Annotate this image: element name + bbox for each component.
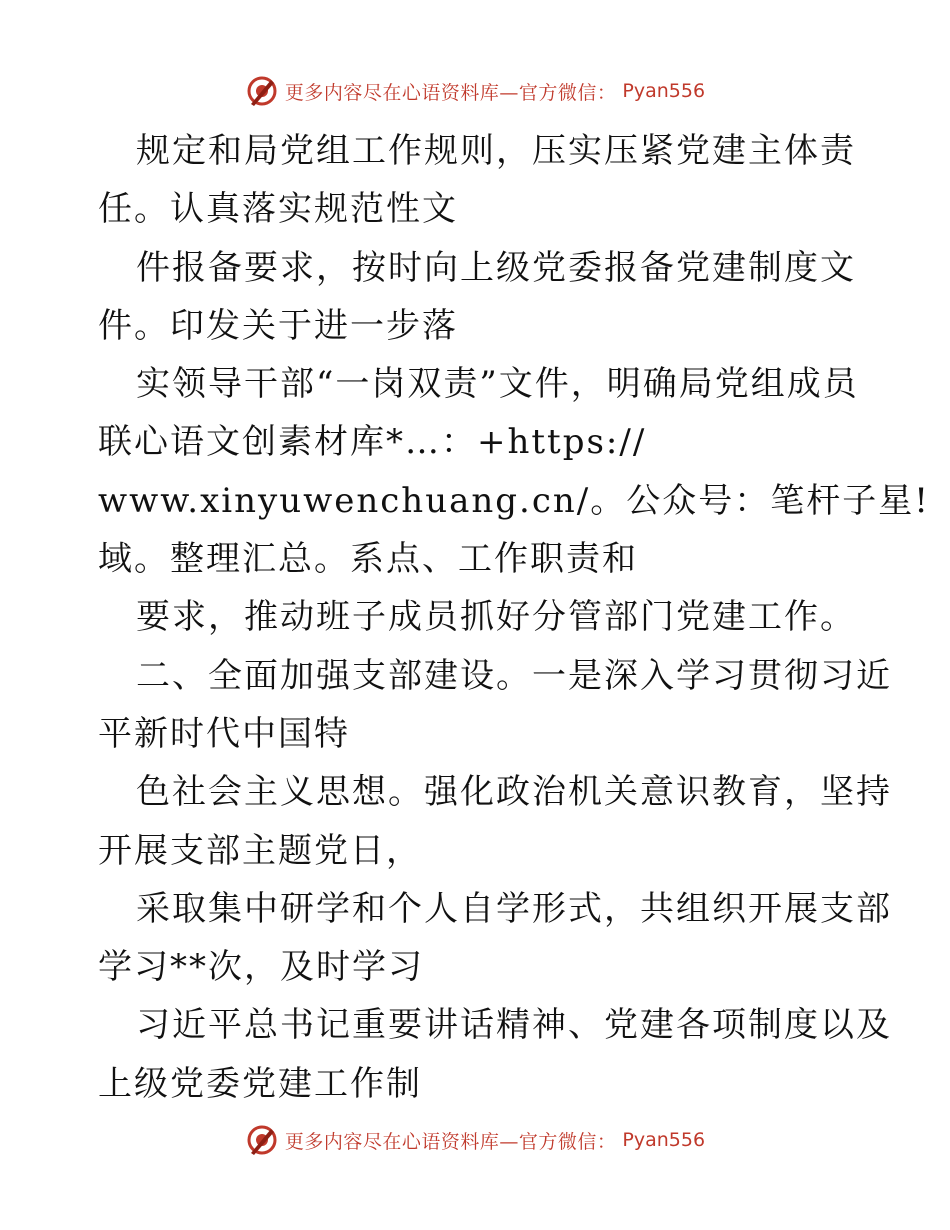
- banner-text: 更多内容尽在心语资料库—官方微信：: [284, 1130, 617, 1153]
- body-line: 平新时代中国特: [98, 713, 350, 754]
- header-banner: [0, 71, 950, 111]
- quill-logo-icon: [245, 1123, 279, 1157]
- wechat-id: Pyan556: [622, 1129, 706, 1151]
- body-line: 色社会主义思想。强化政治机关意识教育，坚持: [136, 772, 892, 813]
- body-line: 规定和局党组工作规则，压实压紧党建主体责: [136, 131, 856, 171]
- body-line: 上级党委党建工作制: [98, 1063, 422, 1104]
- footer-banner: [0, 1120, 950, 1160]
- body-line: 采取集中研学和个人自学形式，共组织开展支部: [136, 888, 892, 929]
- wechat-id: Pyan556: [622, 80, 706, 102]
- body-line: 件。印发关于进一步落: [98, 305, 458, 346]
- body-line: www.xinyuwenchuang.cn/。公众号：笔杆子星!: [98, 480, 930, 521]
- body-line: 域。整理汇总。系点、工作职责和: [98, 539, 638, 580]
- banner-text: 更多内容尽在心语资料库—官方微信：: [284, 81, 617, 104]
- body-line: 开展支部主题党日，: [98, 830, 422, 871]
- body-line: 要求，推动班子成员抓好分管部门党建工作。: [136, 597, 856, 638]
- body-line: 任。认真落实规范性文: [98, 189, 458, 230]
- body-line: 二、全面加强支部建设。一是深入学习贯彻习近: [136, 655, 892, 696]
- body-line: 联心语文创素材库*…：+https://: [98, 422, 647, 463]
- body-line: 习近平总书记重要讲话精神、党建各项制度以及: [136, 1005, 892, 1046]
- body-line: 学习**次，及时学习: [98, 947, 424, 988]
- body-line: 件报备要求，按时向上级党委报备党建制度文: [136, 247, 856, 288]
- quill-logo-icon: [245, 74, 279, 108]
- body-line: 实领导干部“一岗双责”文件，明确局党组成员: [136, 364, 859, 405]
- document-body: [98, 122, 930, 1113]
